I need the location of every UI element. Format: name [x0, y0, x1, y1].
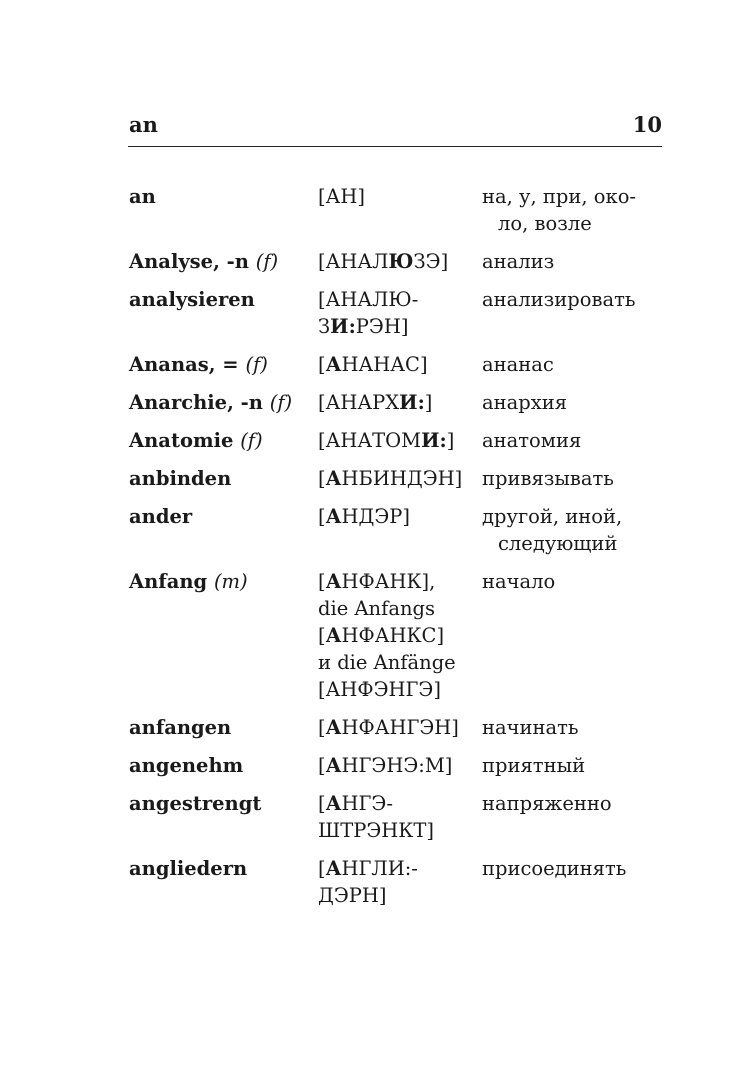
translation [482, 790, 682, 844]
transcription-part: ШТРЭНКТ] [318, 819, 435, 842]
headword-text: Anatomie [129, 429, 234, 452]
transcription-line [318, 465, 482, 492]
transcription [318, 752, 482, 779]
transcription-part: [ [318, 570, 326, 593]
transcription [318, 248, 482, 275]
transcription-part: НДЭР] [341, 505, 411, 528]
transcription-line [318, 622, 482, 649]
translation [482, 183, 682, 237]
headword-text: Anarchie, -n [129, 391, 263, 414]
translation [482, 503, 682, 557]
stressed-syllable: А [325, 570, 342, 593]
transcription-part: ЗЭ] [413, 250, 449, 273]
transcription [318, 855, 482, 909]
dictionary-entry [129, 790, 689, 844]
stressed-syllable: И: [421, 429, 447, 452]
translation-line: другой, иной, [482, 505, 623, 528]
headword [129, 568, 318, 703]
transcription-part: [ [318, 754, 326, 777]
translation [482, 427, 682, 454]
transcription-line [318, 248, 482, 275]
dictionary-entry [129, 714, 689, 741]
transcription-part: [ [318, 505, 326, 528]
transcription-part: [АНАРХ [318, 391, 400, 414]
transcription-part: [ [318, 353, 326, 376]
transcription-part: ] [446, 429, 455, 452]
translation-line: приятный [482, 754, 586, 777]
translation-line: анализировать [482, 288, 636, 311]
translation-line: на, у, при, око- [482, 185, 637, 208]
transcription [318, 351, 482, 378]
transcription-part: [ [318, 716, 326, 739]
headword [129, 351, 318, 378]
headword-text: Ananas, = [129, 353, 239, 376]
running-head-word: an [129, 112, 158, 137]
grammar-label: (f) [240, 429, 263, 452]
dictionary-entry [129, 855, 689, 909]
transcription-part: [АНФЭНГЭ] [318, 678, 441, 701]
stressed-syllable: А [325, 624, 342, 647]
dictionary-entry [129, 752, 689, 779]
translation-line: напряженно [482, 792, 612, 815]
transcription-part: НБИНДЭН] [341, 467, 463, 490]
dictionary-entry [129, 248, 689, 275]
translation-line: ананас [482, 353, 554, 376]
stressed-syllable: А [325, 353, 342, 376]
translation-line: анархия [482, 391, 568, 414]
transcription-part: З [318, 315, 331, 338]
dictionary-entry [129, 389, 689, 416]
headword-text: Anfang [129, 570, 208, 593]
headword-text: Analyse, -n [129, 250, 249, 273]
headword [129, 248, 318, 275]
transcription-line [318, 595, 482, 622]
translation-line: ло, возле [498, 212, 592, 235]
transcription-line [318, 351, 482, 378]
transcription-line [318, 183, 482, 210]
headword-text: analysieren [129, 288, 255, 311]
headword [129, 427, 318, 454]
translation-line: анатомия [482, 429, 582, 452]
transcription-line [318, 503, 482, 530]
transcription-line [318, 752, 482, 779]
translation-line: следующий [498, 532, 618, 555]
transcription [318, 790, 482, 844]
transcription-part: НГЛИ:- [341, 857, 418, 880]
transcription [318, 389, 482, 416]
header-rule [128, 146, 662, 147]
transcription-line [318, 286, 482, 313]
headword [129, 752, 318, 779]
transcription-line [318, 568, 482, 595]
transcription-part: die Anfangs [318, 597, 435, 620]
transcription-part: НФАНКС] [341, 624, 445, 647]
dictionary-entry [129, 183, 689, 237]
transcription-part: ] [424, 391, 433, 414]
transcription [318, 503, 482, 557]
transcription-line [318, 714, 482, 741]
dictionary-entry [129, 503, 689, 557]
translation-line: привязывать [482, 467, 614, 490]
transcription-part: и die Anfänge [318, 651, 456, 674]
transcription-part: ДЭРН] [318, 884, 387, 907]
stressed-syllable: И: [330, 315, 356, 338]
transcription [318, 286, 482, 340]
grammar-label: (f) [255, 250, 279, 273]
transcription [318, 465, 482, 492]
headword [129, 183, 318, 237]
transcription-part: АН] [325, 185, 365, 208]
transcription-line [318, 855, 482, 882]
transcription [318, 183, 482, 237]
headword-text: angenehm [129, 754, 244, 777]
grammar-label: (f) [245, 353, 268, 376]
dictionary-entry [129, 351, 689, 378]
transcription-line [318, 817, 482, 844]
transcription-part: [АНАТОМ [318, 429, 422, 452]
translation [482, 855, 682, 909]
transcription-part: [АНАЛЮ- [318, 288, 419, 311]
translation [482, 465, 682, 492]
translation [482, 351, 682, 378]
headword [129, 714, 318, 741]
transcription-part: [ [318, 185, 326, 208]
headword [129, 790, 318, 844]
headword-text: anfangen [129, 716, 232, 739]
transcription [318, 568, 482, 703]
stressed-syllable: А [325, 716, 342, 739]
dictionary-entry [129, 465, 689, 492]
transcription-line [318, 649, 482, 676]
translation [482, 752, 682, 779]
translation [482, 286, 682, 340]
transcription-part: НГЭНЭ:М] [341, 754, 453, 777]
headword [129, 286, 318, 340]
translation [482, 714, 682, 741]
dictionary-entry [129, 427, 689, 454]
transcription-line [318, 427, 482, 454]
stressed-syllable: Ю [388, 250, 414, 273]
transcription-part: НАНАС] [341, 353, 428, 376]
transcription-line [318, 882, 482, 909]
headword [129, 503, 318, 557]
stressed-syllable: А [325, 754, 342, 777]
translation-line: начало [482, 570, 556, 593]
headword-text: an [129, 185, 156, 208]
grammar-label: (m) [213, 570, 248, 593]
transcription-part: [ [318, 792, 326, 815]
transcription-line [318, 676, 482, 703]
translation [482, 248, 682, 275]
translation-line: начинать [482, 716, 579, 739]
headword [129, 389, 318, 416]
headword-text: angestrengt [129, 792, 262, 815]
transcription-part: [ [318, 624, 326, 647]
stressed-syllable: А [325, 792, 342, 815]
headword-text: anbinden [129, 467, 232, 490]
translation [482, 389, 682, 416]
headword [129, 855, 318, 909]
transcription-part: РЭН] [355, 315, 409, 338]
transcription-line [318, 313, 482, 340]
dictionary-entry [129, 286, 689, 340]
transcription-part: [ [318, 857, 326, 880]
translation-line: анализ [482, 250, 555, 273]
page-number: 10 [632, 112, 662, 137]
transcription [318, 714, 482, 741]
stressed-syllable: И: [399, 391, 425, 414]
transcription-part: [ [318, 467, 326, 490]
transcription-part: [АНАЛ [318, 250, 389, 273]
headword-text: angliedern [129, 857, 248, 880]
translation [482, 568, 682, 703]
dictionary-entries [129, 183, 689, 920]
grammar-label: (f) [269, 391, 293, 414]
headword [129, 465, 318, 492]
transcription-line [318, 790, 482, 817]
transcription-part: НФАНГЭН] [341, 716, 459, 739]
transcription [318, 427, 482, 454]
stressed-syllable: А [325, 857, 342, 880]
transcription-part: НГЭ- [341, 792, 393, 815]
dictionary-entry [129, 568, 689, 703]
translation-line: присоединять [482, 857, 627, 880]
transcription-line [318, 389, 482, 416]
stressed-syllable: А [325, 505, 342, 528]
stressed-syllable: А [325, 467, 342, 490]
headword-text: ander [129, 505, 193, 528]
transcription-part: НФАНК], [341, 570, 436, 593]
